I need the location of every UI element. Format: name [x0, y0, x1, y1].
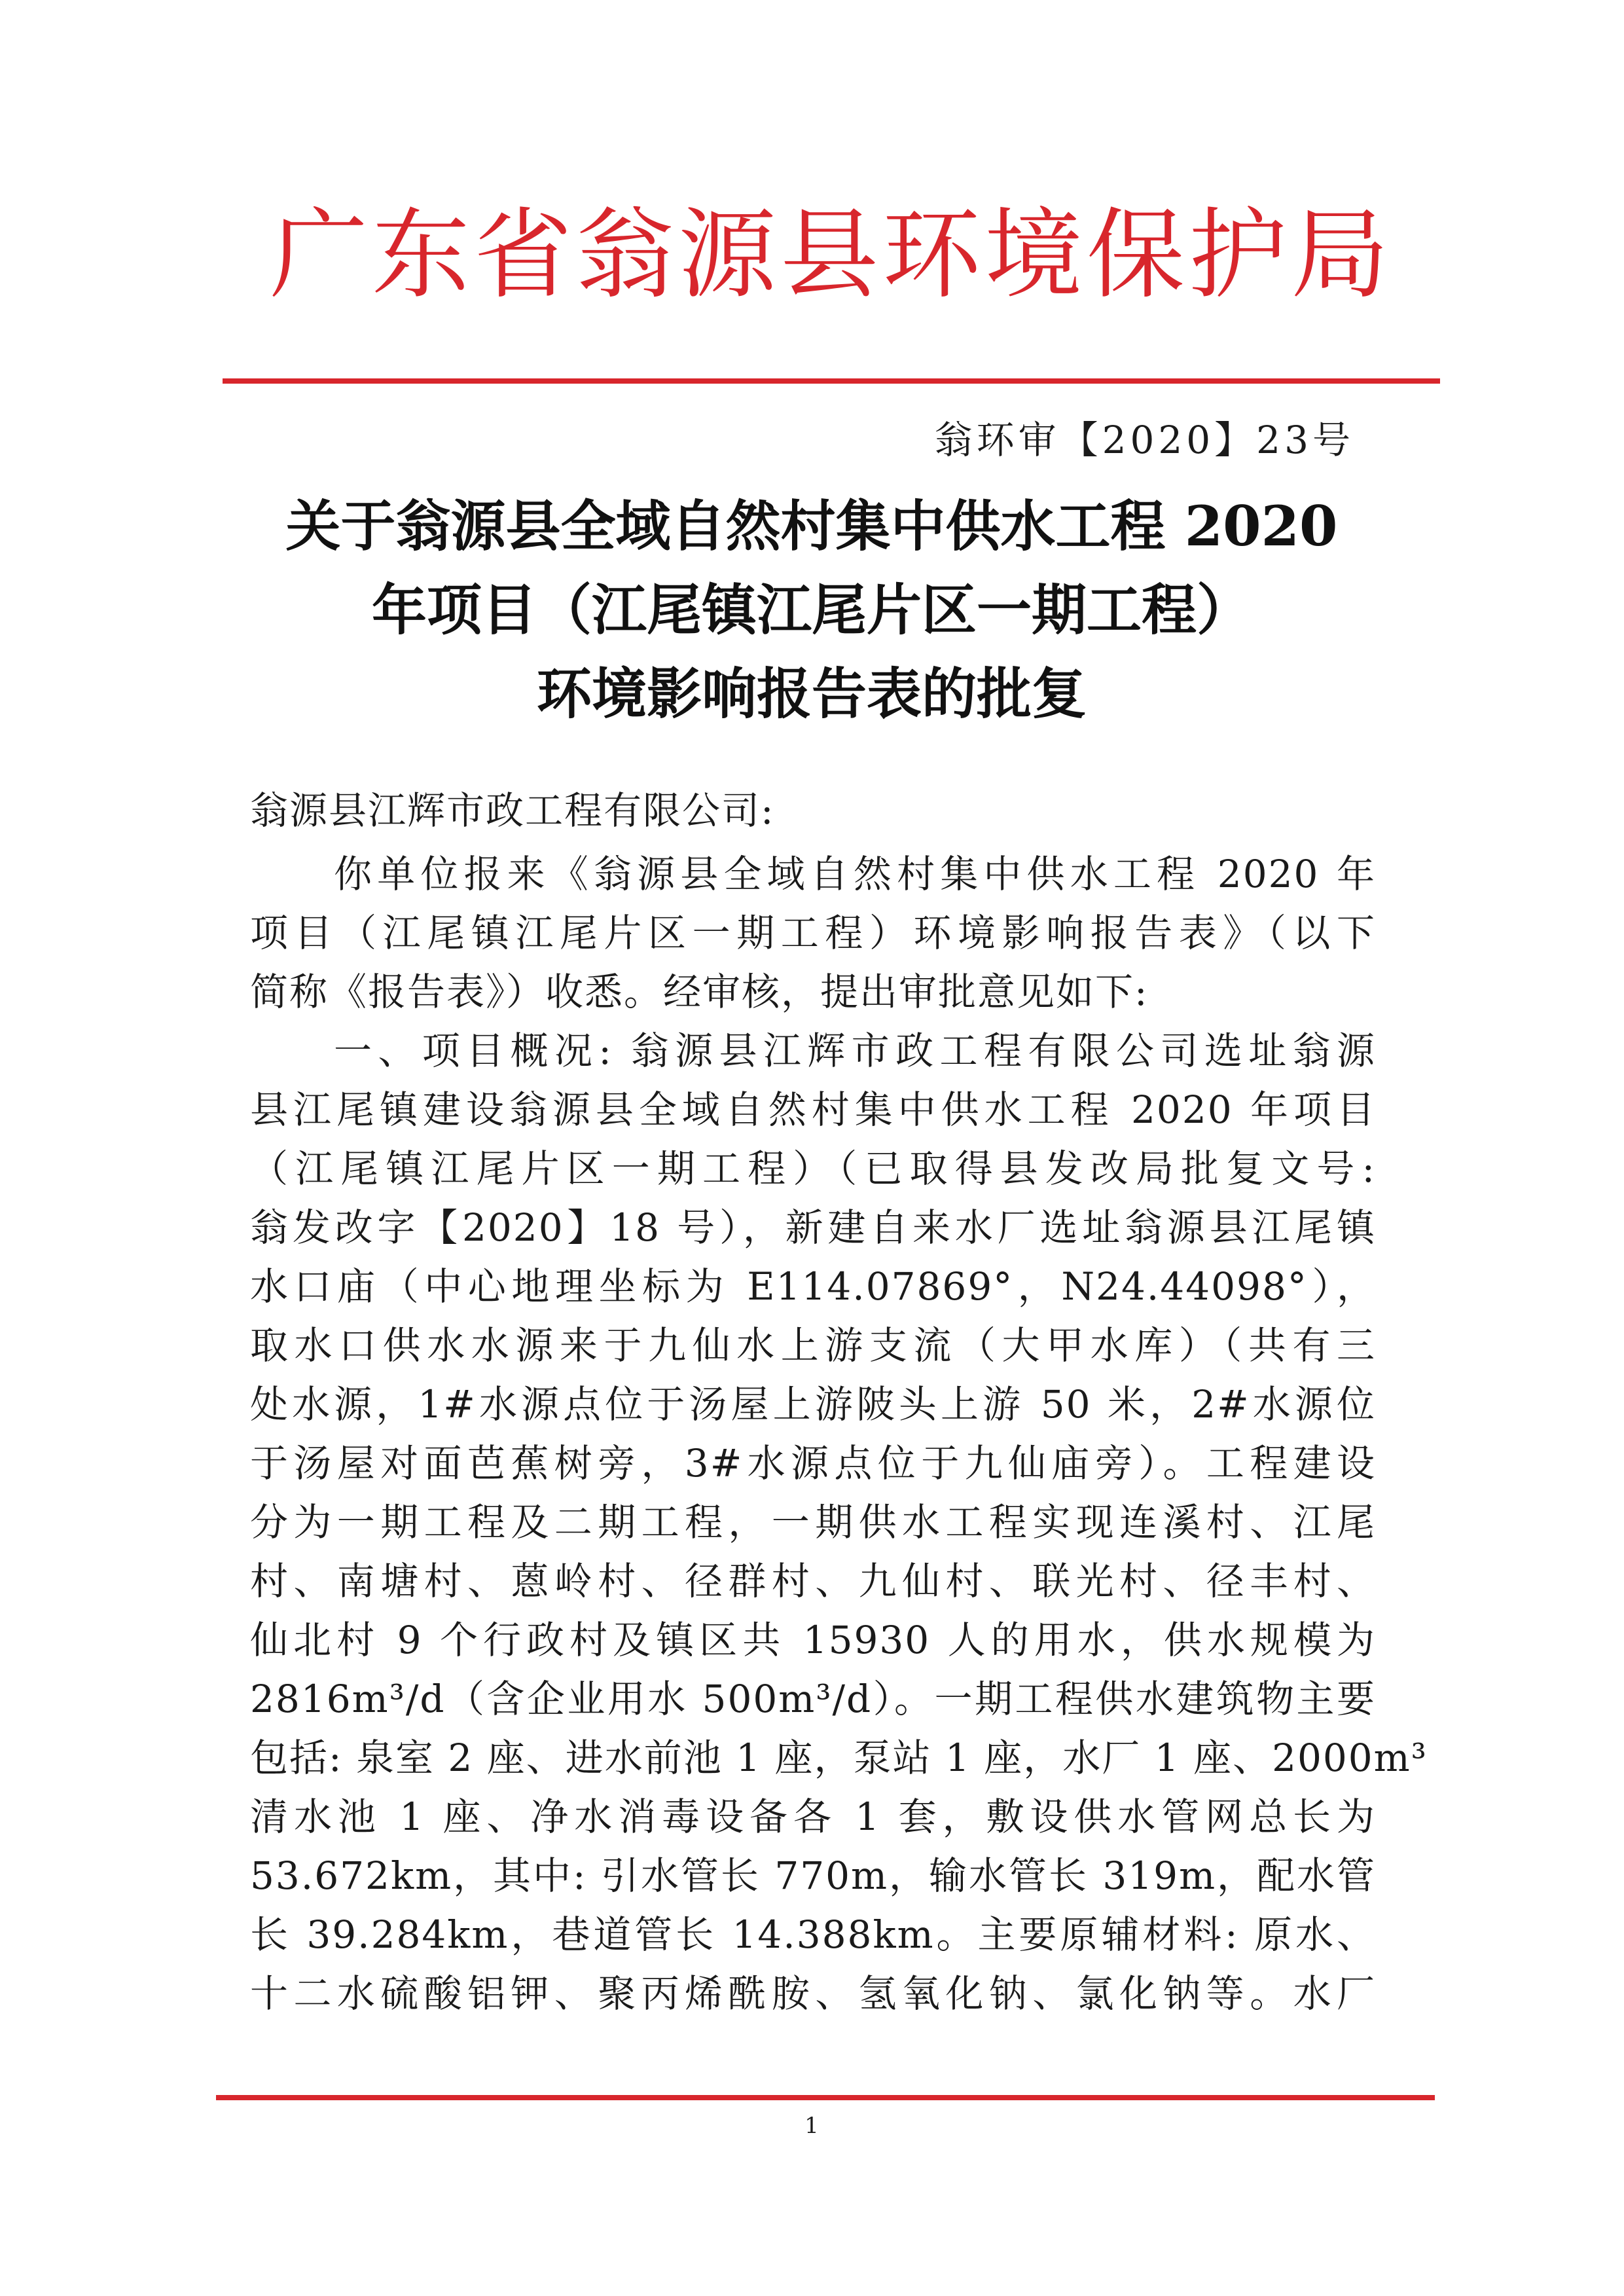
body-line: 仙北村 9 个行政村及镇区共 15930 人的用水，供水规模为	[250, 1618, 1376, 1662]
body-line: 一、项目概况: 翁源县江辉市政工程有限公司选址翁源	[334, 1029, 1376, 1073]
body-line: 于汤屋对面芭蕉树旁，3#水源点位于九仙庙旁）。工程建设	[250, 1441, 1376, 1485]
page-number: 1	[804, 2113, 819, 2139]
title-line: 年项目（江尾镇江尾片区一期工程）	[371, 577, 1252, 642]
body-line: 十二水硫酸铝钾、聚丙烯酰胺、氢氧化钠、氯化钠等。水厂	[250, 1971, 1376, 2016]
document-number: 翁环审【2020】23号	[934, 418, 1354, 462]
body-line: 分为一期工程及二期工程，一期供水工程实现连溪村、江尾	[250, 1500, 1376, 1544]
letterhead-rule	[223, 378, 1440, 384]
title-line: 关于翁源县全域自然村集中供水工程 2020	[285, 494, 1338, 558]
title-line: 环境影响报告表的批复	[536, 661, 1087, 726]
body-line: 你单位报来《翁源县全域自然村集中供水工程 2020 年	[334, 852, 1376, 896]
body-line: 简称《报告表》）收悉。经审核，提出审批意见如下:	[250, 970, 1149, 1014]
body-line: 包括: 泉室 2 座、进水前池 1 座，泵站 1 座，水厂 1 座、2000m³	[250, 1736, 1428, 1780]
document-body	[250, 845, 1428, 2023]
body-line: 水口庙（中心地理坐标为 E114.07869°，N24.44098°），	[250, 1264, 1376, 1309]
addressee: 翁源县江辉市政工程有限公司:	[250, 788, 775, 833]
body-line: 53.672km，其中: 引水管长 770m，输水管长 319m，配水管	[250, 1853, 1376, 1898]
body-line: 2816m³/d（含企业用水 500m³/d）。一期工程供水建筑物主要	[250, 1677, 1376, 1721]
body-line: 翁发改字【2020】18 号），新建自来水厂选址翁源县江尾镇	[250, 1205, 1376, 1250]
document-title	[216, 484, 1407, 736]
body-line: 清水池 1 座、净水消毒设备各 1 套，敷设供水管网总长为	[250, 1795, 1376, 1839]
letterhead-organization: 广东省翁源县环境保护局	[269, 198, 1393, 312]
footer-rule	[216, 2095, 1435, 2100]
body-line: 县江尾镇建设翁源县全域自然村集中供水工程 2020 年项目	[250, 1087, 1376, 1132]
body-line: 长 39.284km，巷道管长 14.388km。主要原辅材料: 原水、	[250, 1912, 1376, 1957]
body-line: 项目（江尾镇江尾片区一期工程）环境影响报告表》（以下	[250, 911, 1376, 955]
body-line: 村、南塘村、蒽岭村、径群村、九仙村、联光村、径丰村、	[250, 1559, 1376, 1603]
body-line: 处水源，1#水源点位于汤屋上游陂头上游 50 米，2#水源位	[250, 1382, 1376, 1427]
body-line: 取水口供水水源来于九仙水上游支流（大甲水库）（共有三	[250, 1323, 1376, 1368]
body-line: （江尾镇江尾片区一期工程）（已取得县发改局批复文号:	[250, 1146, 1376, 1191]
